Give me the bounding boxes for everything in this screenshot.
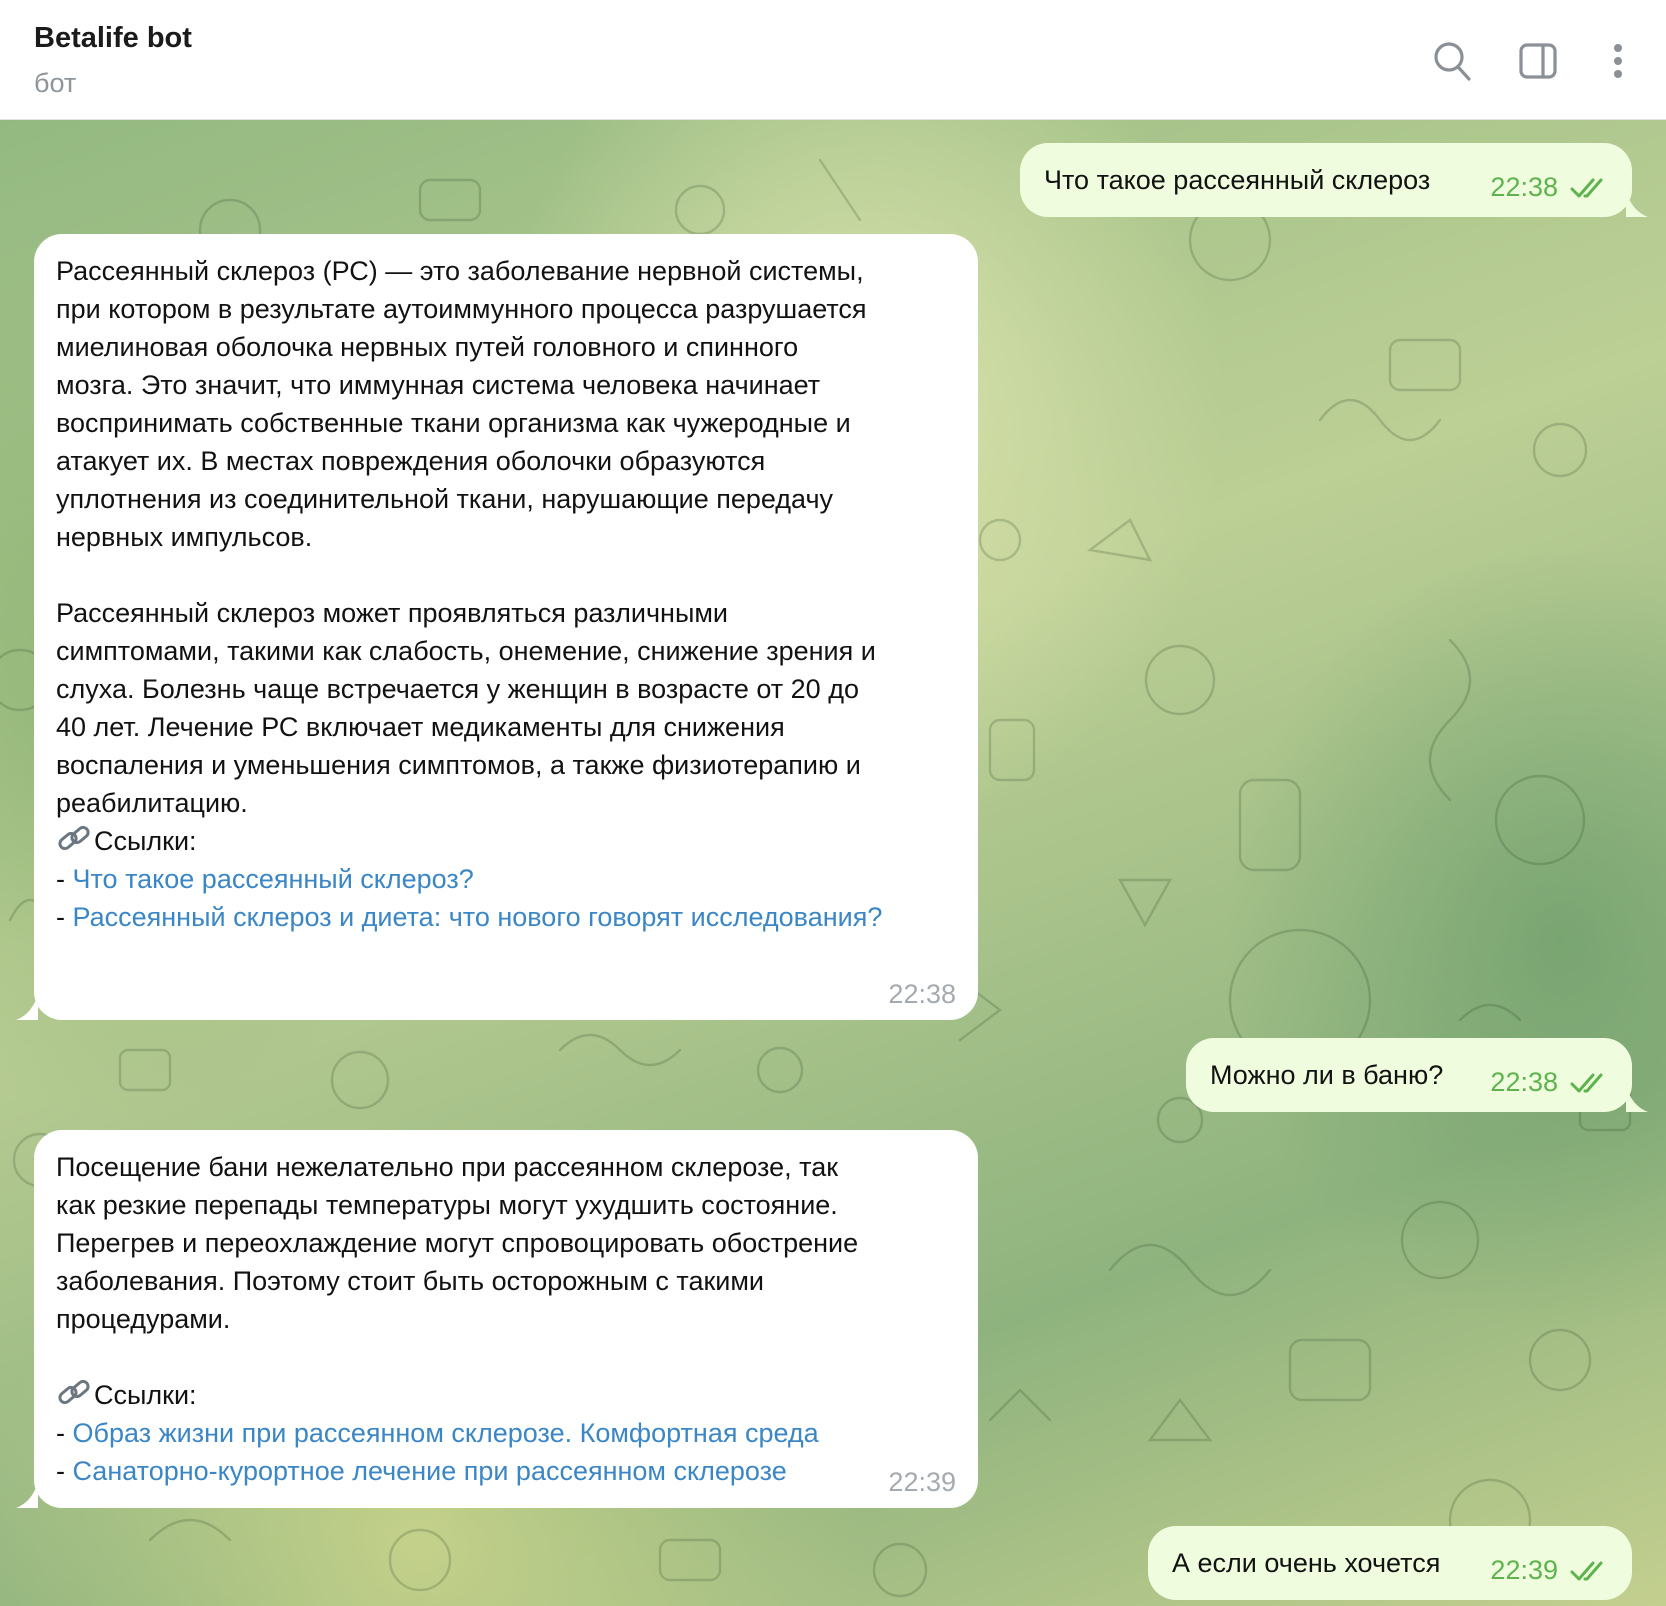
link-chain-icon xyxy=(56,824,94,854)
message-outgoing[interactable] xyxy=(1020,143,1632,217)
message-meta xyxy=(1490,1067,1610,1098)
message-incoming[interactable] xyxy=(34,234,978,1020)
message-time: 22:38 xyxy=(1490,1067,1558,1097)
message-text: А если очень хочется xyxy=(1172,1548,1441,1578)
message-outgoing[interactable] xyxy=(1148,1526,1632,1600)
chat-messages-area[interactable] xyxy=(0,120,1666,1606)
message-text: Можно ли в баню? xyxy=(1210,1060,1444,1090)
links-label: Ссылки: xyxy=(94,826,197,856)
bubble-tail xyxy=(1626,1086,1648,1112)
message-text: Рассеянный склероз (РС) — это заболевание нервной системы, при котором в результате аутоиммунного процесса разрушается миелиновая оболочка нервных путей головного и спинного мозга. Это значит, что иммунная система человека начинает воспринимать собственные ткани организма как чужеродные и атакует их. В местах повреждения оболочки образуются уплотнения из соединительной ткани, нарушающие передачу нервных импульсов. Рассеянный склероз может проявляться различными симптомами, такими как слабость, онемение, снижение зрения и слуха. Болезнь чаще встречается у женщин в возрасте от 20 до 40 лет. Лечение РС включает медикаменты для снижения воспаления и уменьшения симптомов, а также физиотерапию и реабилитацию. xyxy=(56,256,876,818)
message-meta xyxy=(1490,1555,1610,1586)
bubble-tail xyxy=(16,1482,38,1508)
link-chain-icon xyxy=(56,1378,94,1408)
message-time: 22:38 xyxy=(1490,172,1558,202)
message-incoming[interactable] xyxy=(34,1130,978,1508)
message-time: 22:38 xyxy=(888,979,956,1009)
message-meta xyxy=(888,1467,956,1498)
link-prefix: - xyxy=(56,1456,73,1486)
message-meta xyxy=(888,979,956,1010)
chat-title[interactable]: Betalife bot xyxy=(34,22,192,54)
double-check-icon xyxy=(1570,1071,1610,1095)
bubble-tail xyxy=(1626,191,1648,217)
links-label: Ссылки: xyxy=(94,1380,197,1410)
double-check-icon xyxy=(1570,1559,1610,1583)
chat-subtitle: бот xyxy=(34,68,77,98)
message-time: 22:39 xyxy=(888,1467,956,1497)
message-link[interactable]: Образ жизни при рассеянном склерозе. Комфортная среда xyxy=(72,1418,819,1448)
message-meta xyxy=(1490,172,1610,203)
link-prefix: - xyxy=(56,864,73,894)
message-link[interactable]: Что такое рассеянный склероз? xyxy=(72,864,474,894)
bubble-tail xyxy=(16,994,38,1020)
more-vertical-icon[interactable] xyxy=(1600,40,1636,82)
link-prefix: - xyxy=(56,1418,73,1448)
message-text: Что такое рассеянный склероз xyxy=(1044,165,1431,195)
message-text: Посещение бани нежелательно при рассеянном склерозе, так как резкие перепады температуры могут ухудшить состояние. Перегрев и переохлаждение могут спровоцировать обострение заболевания. Поэтому стоит быть осторожным с такими процедурами. xyxy=(56,1152,859,1334)
sidebar-toggle-icon[interactable] xyxy=(1518,40,1558,82)
links-block xyxy=(56,1376,819,1490)
links-block xyxy=(56,822,882,936)
message-link[interactable]: Санаторно-курортное лечение при рассеянном склерозе xyxy=(72,1456,787,1486)
message-link[interactable]: Рассеянный склероз и диета: что нового говорят исследования? xyxy=(72,902,883,932)
double-check-icon xyxy=(1570,176,1610,200)
message-time: 22:39 xyxy=(1490,1555,1558,1585)
message-outgoing[interactable] xyxy=(1186,1038,1632,1112)
search-icon[interactable] xyxy=(1432,40,1472,82)
chat-header xyxy=(0,0,1666,120)
link-prefix: - xyxy=(56,902,73,932)
